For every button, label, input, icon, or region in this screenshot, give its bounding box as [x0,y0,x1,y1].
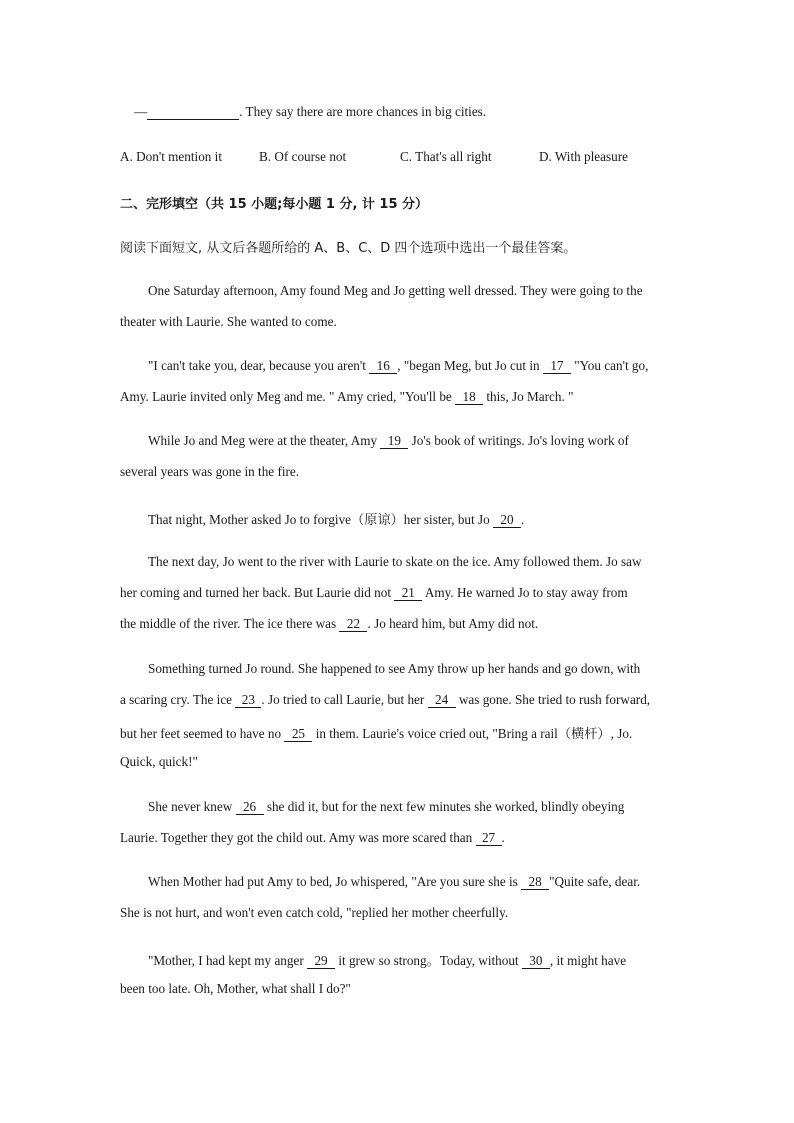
blank-20: 20 [493,513,521,528]
text-segment: "I can't take you, dear, because you aren't [148,358,370,373]
paragraph-3-line-1 [148,433,629,449]
text-segment: . [521,512,525,527]
text-segment: in them. Laurie's voice cried out, "Bring a rail（横杆）, Jo. [312,726,633,741]
blank-23: 23 [235,693,261,708]
paragraph-9-line-2: been too late. Oh, Mother, what shall I do?" [120,981,351,996]
paragraph-3-line-2: several years was gone in the fire. [120,464,300,479]
text-segment: When Mother had put Amy to bed, Jo whispered, "Are you sure she is [148,874,522,889]
paragraph-6-line-2 [120,692,650,708]
paragraph-6-line-1: Something turned Jo round. She happened to see Amy throw up her hands and go down, with [148,661,641,676]
paragraph-2-line-2 [120,389,573,405]
text-segment: "Mother, I had kept my anger [148,953,308,968]
text-segment: She never knew [148,799,236,814]
blank-21: 21 [394,586,422,601]
paragraph-5-line-2 [120,585,628,601]
text-segment: was gone. She tried to rush forward, [455,692,651,707]
paragraph-6-line-3 [120,723,632,742]
paragraph-9-line-1 [148,950,626,969]
paragraph-6-line-4: Quick, quick!" [120,754,198,769]
paragraph-1-line-2: theater with Laurie. She wanted to come. [120,314,337,329]
blank-16: 16 [369,359,397,374]
text-segment: but her feet seemed to have no [120,726,285,741]
blank-18: 18 [455,390,483,405]
blank-25: 25 [284,727,312,742]
blank-30: 30 [522,954,550,969]
text-segment: her coming and turned her back. But Laurie did not [120,585,395,600]
text-segment: Amy. He warned Jo to stay away from [422,585,628,600]
text-segment: the middle of the river. The ice there was [120,616,340,631]
paragraph-5-line-1: The next day, Jo went to the river with Laurie to skate on the ice. Amy followed them. Jo saw [148,554,642,569]
option-b: B. Of course not [259,149,347,164]
text-segment: Amy. Laurie invited only Meg and me. " Amy cried, "You'll be [120,389,456,404]
paragraph-7-line-2 [120,830,505,846]
text-segment: Laurie. Together they got the child out. Amy was more scared than [120,830,476,845]
text-segment: this, Jo March. " [483,389,574,404]
text-segment: it grew so strong。Today, without [335,953,522,968]
text-segment: Jo's book of writings. Jo's loving work of [408,433,629,448]
paragraph-2-line-1 [148,358,648,374]
answer-blank [147,105,239,120]
paragraph-5-line-3 [120,616,538,632]
paragraph-8-line-1 [148,874,640,890]
blank-24: 24 [428,693,456,708]
blank-26: 26 [236,800,264,815]
question-15-text: . They say there are more chances in big cities. [239,104,487,119]
text-segment: . Jo heard him, but Amy did not. [367,616,539,631]
paragraph-7-line-1 [148,799,624,815]
blank-28: 28 [521,875,549,890]
text-segment: That night, Mother asked Jo to forgive（原谅）her sister, but Jo [148,512,493,527]
text-segment: While Jo and Meg were at the theater, Amy [148,433,381,448]
text-segment: a scaring cry. The ice [120,692,236,707]
blank-22: 22 [339,617,367,632]
paragraph-8-line-2: She is not hurt, and won't even catch cold, "replied her mother cheerfully. [120,905,509,920]
text-segment: "You can't go, [570,358,649,373]
text-segment: , "began Meg, but Jo cut in [397,358,543,373]
text-segment: . [501,830,505,845]
paragraph-1-line-1: One Saturday afternoon, Amy found Meg and Jo getting well dressed. They were going to the [148,283,643,298]
blank-29: 29 [307,954,335,969]
dash: — [134,104,148,119]
text-segment: "Quite safe, dear. [549,874,641,889]
option-a: A. Don't mention it [120,149,223,164]
blank-19: 19 [380,434,408,449]
option-c: C. That's all right [400,149,492,164]
text-segment: she did it, but for the next few minutes she worked, blindly obeying [263,799,625,814]
section-heading: 二、完形填空（共 15 小题;每小题 1 分, 计 15 分） [120,197,429,212]
text-segment: . Jo tried to call Laurie, but her [261,692,428,707]
question-15-line [134,104,486,120]
section-instruction: 阅读下面短文, 从文后各题所给的 A、B、C、D 四个选项中选出一个最佳答案。 [120,241,577,256]
blank-27: 27 [476,831,502,846]
option-d: D. With pleasure [539,149,628,164]
text-segment: , it might have [549,953,627,968]
paragraph-4-line-1 [148,509,524,528]
blank-17: 17 [543,359,571,374]
